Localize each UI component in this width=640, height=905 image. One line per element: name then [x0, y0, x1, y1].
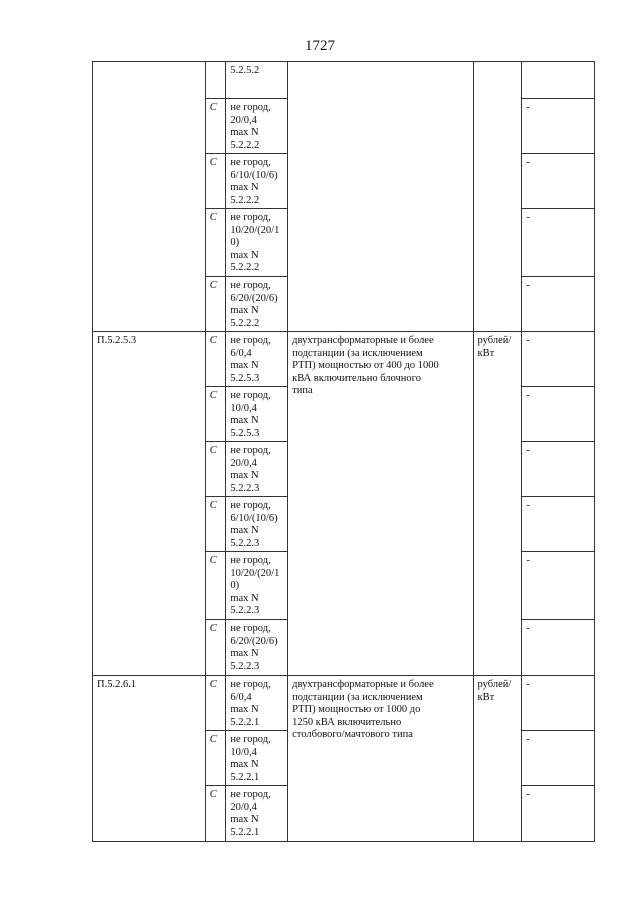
category-cell [205, 442, 226, 497]
condition-cell [226, 277, 288, 332]
category-cell [205, 277, 226, 332]
condition-line: не город, [230, 500, 271, 511]
category-letter: C [209, 335, 217, 346]
value-text: - [526, 555, 530, 566]
category-cell [205, 786, 226, 842]
category-cell [205, 731, 226, 786]
condition-line: не город, [230, 734, 271, 745]
category-letter: C [209, 445, 217, 456]
condition-line: не город, [230, 212, 271, 223]
condition-line: max N [230, 249, 259, 261]
value-text: - [526, 335, 530, 346]
category-cell [205, 332, 226, 387]
condition-line: 5.2.2.1 [230, 716, 260, 728]
condition-line: не город, [230, 280, 271, 291]
condition-line: 6/0,4 [230, 347, 252, 359]
category-cell [205, 209, 226, 277]
condition-line: 5.2.2.1 [230, 771, 260, 783]
page-number: 1727 [305, 38, 335, 54]
condition-cell [226, 387, 288, 442]
unit-cell [473, 332, 522, 676]
tariff-table [92, 61, 595, 842]
condition-line: max N [230, 415, 259, 426]
category-cell [205, 552, 226, 620]
value-text: - [526, 789, 530, 800]
table-body [93, 62, 595, 842]
value-cell [522, 786, 595, 842]
value-text: - [526, 679, 530, 690]
category-letter: C [209, 623, 217, 634]
condition-line: 20/0,4 [230, 801, 257, 813]
condition-line: не город, [230, 157, 271, 168]
value-cell [522, 552, 595, 620]
description-line: двухтрансформаторные и более [292, 335, 434, 346]
condition-line: не город, [230, 102, 271, 113]
condition-line: 20/0,4 [230, 114, 257, 126]
value-cell [522, 62, 595, 99]
value-text: - [526, 212, 530, 223]
condition-line: max N [230, 525, 259, 536]
category-letter: C [209, 280, 217, 291]
condition-line: max N [230, 704, 259, 715]
condition-cell [226, 209, 288, 277]
value-cell [522, 731, 595, 786]
condition-cell [226, 154, 288, 209]
category-cell [205, 62, 226, 99]
item-code-cell [93, 332, 206, 676]
category-letter: C [209, 157, 217, 168]
description-line: 1250 кВА включительно [292, 716, 402, 728]
value-cell [522, 387, 595, 442]
value-cell [522, 209, 595, 277]
value-text: - [526, 390, 530, 401]
category-letter: C [209, 789, 217, 800]
condition-line: max N [230, 127, 259, 138]
category-letter: C [209, 102, 217, 113]
value-text: - [526, 280, 530, 291]
condition-line: max N [230, 360, 259, 371]
unit-line: рублей/ [477, 335, 512, 346]
value-text: - [526, 157, 530, 168]
table-row [93, 332, 595, 387]
condition-line: 5.2.2.1 [230, 826, 260, 838]
condition-line: 5.2.2.3 [230, 605, 260, 616]
condition-line: 5.2.2.2 [230, 262, 260, 273]
condition-line: 6/10/(10/6) [230, 169, 278, 181]
description-line: подстанции (за исключением [292, 347, 423, 359]
category-letter: C [209, 212, 217, 223]
category-cell [205, 154, 226, 209]
category-cell [205, 620, 226, 676]
condition-cell [226, 620, 288, 676]
condition-line: max N [230, 648, 259, 659]
condition-line: 5.2.2.3 [230, 660, 260, 672]
item-code-cell [93, 62, 206, 332]
table-row [93, 676, 595, 731]
unit-line: кВт [477, 347, 495, 359]
condition-line: 6/20/(20/6) [230, 635, 278, 647]
item-code: П.5.2.5.3 [97, 335, 137, 346]
description-cell [288, 62, 473, 332]
category-letter: C [209, 390, 217, 401]
condition-line: 6/20/(20/6) [230, 292, 278, 304]
category-letter: C [209, 734, 217, 745]
condition-line: max N [230, 592, 259, 604]
condition-line: 10/20/(20/1 [230, 224, 280, 236]
description-line: двухтрансформаторные и более [292, 679, 434, 690]
condition-line: 5.2.2.2 [230, 194, 260, 206]
condition-line: не город, [230, 390, 271, 401]
condition-line: 5.2.2.2 [230, 317, 260, 329]
condition-cell [226, 731, 288, 786]
value-cell [522, 154, 595, 209]
unit-cell [473, 676, 522, 842]
condition-cell [226, 497, 288, 552]
category-cell [205, 387, 226, 442]
condition-line: не город, [230, 555, 271, 566]
value-text: - [526, 500, 530, 511]
value-cell [522, 676, 595, 731]
condition-line: 5.2.5.3 [230, 372, 260, 384]
value-text: - [526, 734, 530, 745]
condition-cell [226, 62, 288, 99]
category-cell [205, 99, 226, 154]
category-letter: C [209, 500, 217, 511]
condition-line: 5.2.5.2 [230, 65, 260, 76]
description-line: столбового/мачтового типа [292, 729, 413, 740]
description-cell [288, 332, 473, 676]
unit-line: рублей/ [477, 679, 512, 690]
description-line: кВА включительно блочного [292, 372, 421, 384]
condition-line: 10/0,4 [230, 746, 257, 758]
condition-cell [226, 676, 288, 731]
category-letter: C [209, 555, 217, 566]
condition-cell [226, 786, 288, 842]
condition-cell [226, 442, 288, 497]
value-cell [522, 442, 595, 497]
condition-line: не город, [230, 623, 271, 634]
condition-line: 5.2.5.3 [230, 427, 260, 439]
unit-cell [473, 62, 522, 332]
condition-line: max N [230, 470, 259, 481]
condition-line: не город, [230, 789, 271, 800]
condition-line: 5.2.2.3 [230, 482, 260, 494]
condition-line: 0) [230, 580, 240, 591]
condition-line: не город, [230, 445, 271, 456]
condition-cell [226, 552, 288, 620]
condition-cell [226, 332, 288, 387]
description-line: РТП) мощностью от 1000 до [292, 704, 421, 715]
value-text: - [526, 623, 530, 634]
value-cell [522, 99, 595, 154]
category-cell [205, 676, 226, 731]
condition-line: 6/0,4 [230, 691, 252, 703]
category-cell [205, 497, 226, 552]
value-text: - [526, 102, 530, 113]
table-row [93, 62, 595, 99]
condition-line: 0) [230, 237, 240, 248]
condition-line: 6/10/(10/6) [230, 512, 278, 524]
condition-line: 5.2.2.3 [230, 537, 260, 549]
condition-cell [226, 99, 288, 154]
condition-line: не город, [230, 679, 271, 690]
item-code-cell [93, 676, 206, 842]
condition-line: 20/0,4 [230, 457, 257, 469]
value-text: - [526, 445, 530, 456]
value-cell [522, 277, 595, 332]
description-line: РТП) мощностью от 400 до 1000 [292, 360, 439, 371]
value-cell [522, 497, 595, 552]
condition-line: max N [230, 305, 259, 316]
condition-line: max N [230, 814, 259, 825]
condition-line: max N [230, 759, 259, 770]
value-cell [522, 620, 595, 676]
description-line: подстанции (за исключением [292, 691, 423, 703]
unit-line: кВт [477, 691, 495, 703]
value-cell [522, 332, 595, 387]
condition-line: не город, [230, 335, 271, 346]
condition-line: 10/0,4 [230, 402, 257, 414]
condition-line: 10/20/(20/1 [230, 567, 280, 579]
description-line: типа [292, 385, 313, 396]
category-letter: C [209, 679, 217, 690]
condition-line: max N [230, 182, 259, 193]
condition-line: 5.2.2.2 [230, 139, 260, 151]
item-code: П.5.2.6.1 [97, 679, 137, 690]
description-cell [288, 676, 473, 842]
